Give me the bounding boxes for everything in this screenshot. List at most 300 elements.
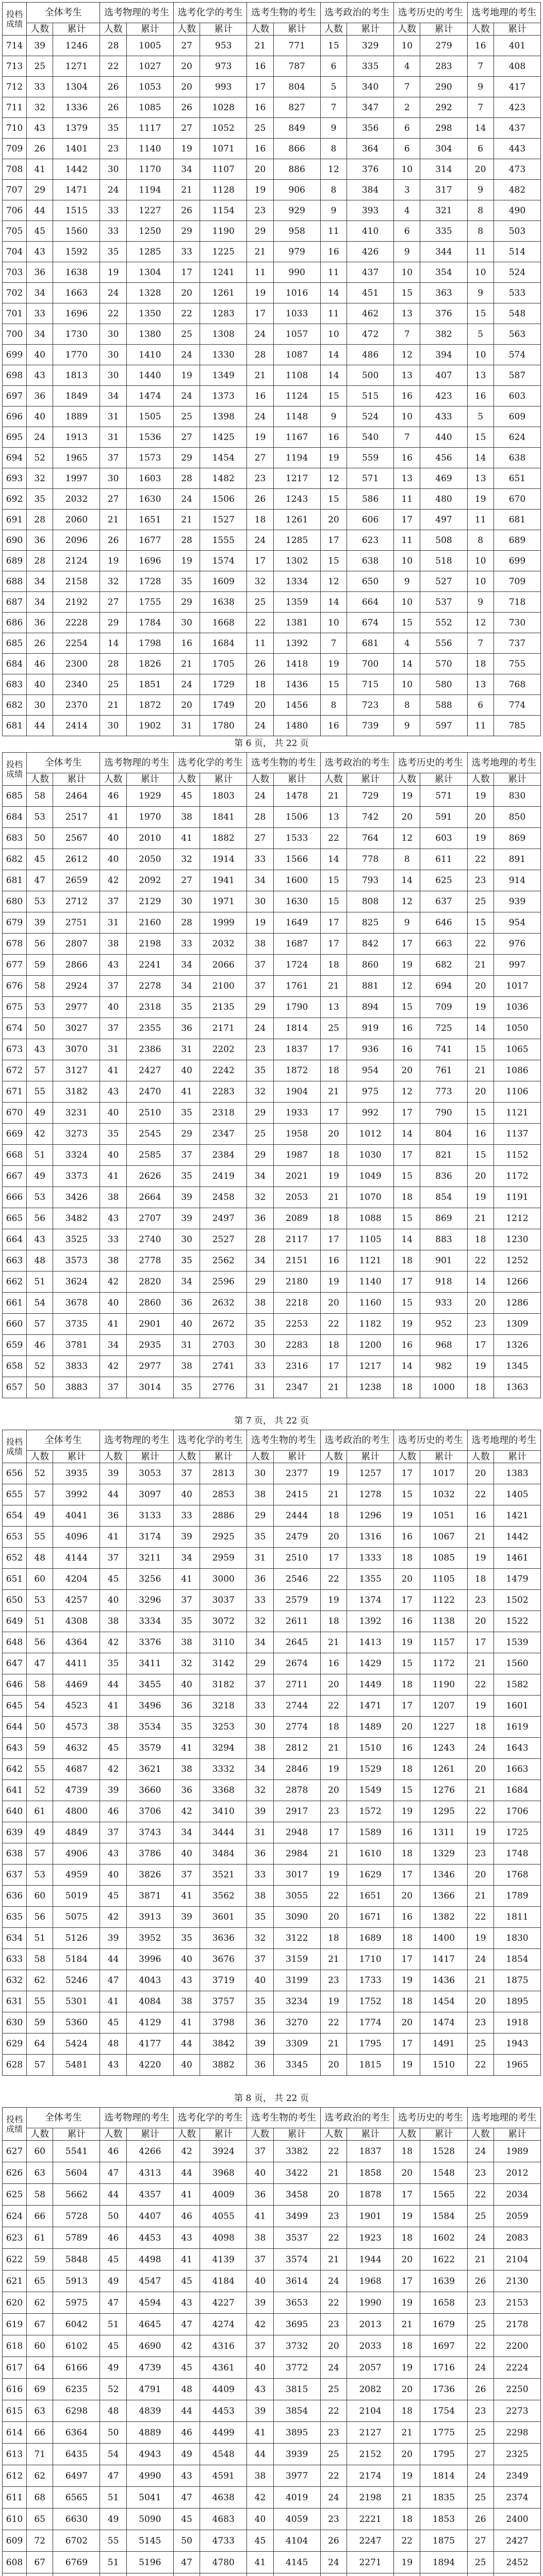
count-cell: 3	[394, 180, 420, 200]
count-cell: 21	[173, 180, 200, 200]
cumulative-cell: 1085	[126, 97, 173, 118]
cumulative-cell: 1968	[347, 2270, 394, 2292]
table-row	[3, 2400, 541, 2422]
cumulative-cell: 1728	[126, 571, 173, 592]
cumulative-cell: 2917	[273, 1801, 320, 1822]
cumulative-cell: 2419	[200, 1166, 247, 1187]
table-row	[3, 365, 541, 386]
header-count: 人数	[26, 773, 53, 786]
page-footer-3: 第 8 页， 共 22 页	[234, 2093, 309, 2104]
cumulative-cell: 933	[420, 1293, 467, 1314]
cumulative-cell: 4009	[200, 2184, 247, 2206]
count-cell: 20	[320, 2184, 347, 2206]
cumulative-cell: 1359	[273, 592, 320, 613]
count-cell: 19	[320, 1865, 347, 1886]
cumulative-cell: 4043	[126, 1970, 173, 1991]
count-cell: 32	[173, 1653, 200, 1674]
count-cell: 17	[467, 1632, 493, 1653]
header-group-politics: 选考政治的考生	[320, 2108, 393, 2128]
cumulative-cell: 2778	[126, 1250, 173, 1272]
count-cell: 18	[394, 2335, 420, 2357]
cumulative-cell: 2776	[200, 1377, 247, 1398]
count-cell: 16	[394, 1335, 420, 1356]
cumulative-cell: 1355	[347, 1569, 394, 1590]
count-cell	[100, 2573, 126, 2576]
cumulative-cell: 1017	[420, 1463, 467, 1484]
cumulative-cell: 1872	[126, 695, 173, 716]
count-cell: 33	[100, 221, 126, 242]
count-cell: 19	[394, 2465, 420, 2487]
count-cell: 38	[173, 1632, 200, 1653]
cumulative-cell: 663	[420, 934, 467, 955]
count-cell: 21	[320, 786, 347, 807]
cumulative-cell: 2846	[273, 1759, 320, 1780]
cumulative-cell: 394	[420, 345, 467, 365]
count-cell: 15	[320, 36, 347, 56]
cumulative-cell: 1775	[420, 2422, 467, 2444]
cumulative-cell: 1105	[420, 1569, 467, 1590]
cumulative-cell: 1638	[53, 262, 100, 283]
count-cell: 60	[26, 2335, 53, 2357]
cumulative-cell: 1053	[126, 77, 173, 97]
cumulative-cell: 4409	[200, 2379, 247, 2400]
cumulative-cell: 1780	[200, 716, 247, 736]
cumulative-cell: 4453	[126, 2227, 173, 2249]
cumulative-cell: 650	[347, 571, 394, 592]
table-header	[3, 2108, 541, 2141]
cumulative-cell: 1261	[420, 1759, 467, 1780]
cumulative-cell: 939	[493, 891, 540, 912]
cumulative-cell: 2744	[273, 1696, 320, 1717]
cumulative-cell: 1085	[420, 1548, 467, 1569]
count-cell: 40	[173, 1674, 200, 1696]
header-group-politics: 选考政治的考生	[320, 753, 393, 773]
count-cell: 36	[173, 1293, 200, 1314]
count-cell: 23	[467, 2012, 493, 2033]
count-cell: 16	[394, 1907, 420, 1928]
cumulative-cell: 4274	[200, 2314, 247, 2335]
count-cell: 15	[467, 1103, 493, 1124]
cumulative-cell: 1346	[420, 1865, 467, 1886]
count-cell: 41	[173, 2249, 200, 2270]
count-cell: 22	[173, 303, 200, 324]
cumulative-cell: 1330	[200, 345, 247, 365]
count-cell: 38	[100, 1717, 126, 1738]
count-cell: 6	[394, 139, 420, 159]
cumulative-cell: 804	[273, 77, 320, 97]
count-cell: 32	[247, 1780, 273, 1801]
cumulative-cell: 4683	[200, 2509, 247, 2530]
count-cell: 41	[173, 1569, 200, 1590]
count-cell: 19	[100, 262, 126, 283]
cumulative-cell: 1941	[200, 870, 247, 891]
cumulative-cell: 6435	[53, 2444, 100, 2465]
header-group-geography: 选考地理的考生	[467, 1430, 540, 1451]
score-cell: 693	[3, 468, 27, 489]
cumulative-cell: 1212	[493, 1208, 540, 1229]
cumulative-cell: 2386	[126, 1039, 173, 1060]
count-cell: 15	[394, 997, 420, 1018]
table-row	[3, 2552, 541, 2573]
count-cell: 19	[394, 1970, 420, 1991]
score-cell: 620	[3, 2292, 27, 2314]
table-row	[3, 1717, 541, 1738]
cumulative-cell: 1405	[493, 1484, 540, 1505]
cumulative-cell: 1600	[273, 870, 320, 891]
cumulative-cell: 906	[273, 180, 320, 200]
count-cell: 26	[320, 2530, 347, 2552]
cumulative-cell: 1643	[493, 1738, 540, 1759]
cumulative-cell: 2271	[347, 2552, 394, 2573]
cumulative-cell: 2325	[493, 2444, 540, 2465]
count-cell: 65	[26, 2509, 53, 2530]
count-cell: 24	[173, 345, 200, 365]
count-cell: 48	[26, 1548, 53, 1569]
table-row	[3, 633, 541, 654]
count-cell: 15	[394, 1653, 420, 1674]
cumulative-cell: 490	[493, 200, 540, 221]
count-cell: 36	[247, 1569, 273, 1590]
cumulative-cell: 3854	[273, 2400, 320, 2422]
cumulative-cell: 1480	[273, 716, 320, 736]
cumulative-cell: 778	[347, 849, 394, 870]
count-cell: 7	[394, 77, 420, 97]
table-row	[3, 828, 541, 849]
count-cell: 21	[320, 1949, 347, 1970]
score-cell: 652	[3, 1548, 27, 1569]
count-cell: 36	[173, 1696, 200, 1717]
cumulative-cell: 771	[273, 36, 320, 56]
count-cell: 16	[394, 1611, 420, 1632]
count-cell: 43	[173, 2292, 200, 2314]
header-count: 人数	[394, 2128, 420, 2141]
cumulative-cell: 3234	[273, 1991, 320, 2012]
count-cell: 28	[100, 36, 126, 56]
count-cell: 37	[173, 1145, 200, 1166]
count-cell: 20	[467, 1865, 493, 1886]
count-cell: 27	[173, 118, 200, 139]
count-cell: 55	[26, 1991, 53, 2012]
count-cell: 24	[173, 674, 200, 695]
cumulative-cell: 1971	[200, 891, 247, 912]
score-cell: 708	[3, 159, 27, 180]
count-cell: 21	[320, 2033, 347, 2055]
cumulative-cell: 1835	[420, 2487, 467, 2509]
count-cell: 49	[173, 2444, 200, 2465]
cumulative-cell: 1017	[493, 976, 540, 997]
cumulative-cell: 4839	[126, 2400, 173, 2422]
table-row	[3, 1272, 541, 1293]
header-count: 人数	[320, 2128, 347, 2141]
score-cell: 617	[3, 2357, 27, 2379]
score-cell: 687	[3, 592, 27, 613]
cumulative-cell: 4145	[273, 2552, 320, 2573]
cumulative-cell: 2127	[347, 2422, 394, 2444]
cumulative-cell: 3122	[273, 1928, 320, 1949]
count-cell: 25	[247, 118, 273, 139]
count-cell: 41	[173, 1081, 200, 1103]
cumulative-cell: 700	[347, 654, 394, 674]
count-cell: 39	[247, 1801, 273, 1822]
count-cell: 21	[467, 1527, 493, 1548]
count-cell: 39	[247, 2033, 273, 2055]
count-cell: 58	[26, 976, 53, 997]
cumulative-cell: 1474	[126, 386, 173, 406]
header-total: 累计	[126, 2128, 173, 2141]
count-cell: 52	[26, 448, 53, 468]
cumulative-cell: 1997	[53, 468, 100, 489]
count-cell: 29	[173, 592, 200, 613]
cumulative-cell: 548	[493, 303, 540, 324]
score-cell: 611	[3, 2487, 27, 2509]
count-cell: 23	[320, 1970, 347, 1991]
header-group-all: 全体考生	[26, 2108, 100, 2128]
count-cell: 37	[100, 1018, 126, 1039]
count-cell: 56	[26, 934, 53, 955]
count-cell: 24	[320, 2270, 347, 2292]
cumulative-cell: 1105	[347, 1229, 394, 1250]
cumulative-cell: 1373	[200, 386, 247, 406]
cumulative-cell: 1329	[420, 1843, 467, 1865]
cumulative-cell: 4469	[53, 1674, 100, 1696]
count-cell: 9	[467, 283, 493, 303]
table-row	[3, 1696, 541, 1717]
cumulative-cell: 4257	[53, 1590, 100, 1611]
cumulative-cell: 1815	[347, 2055, 394, 2076]
cumulative-cell: 1238	[347, 1377, 394, 1398]
table-row	[3, 1865, 541, 1886]
count-cell: 17	[394, 2270, 420, 2292]
cumulative-cell: 3895	[273, 2422, 320, 2444]
cumulative-cell: 3482	[53, 1208, 100, 1229]
count-cell: 42	[173, 1801, 200, 1822]
cumulative-cell: 4591	[200, 2465, 247, 2487]
cumulative-cell: 2878	[273, 1780, 320, 1801]
score-cell: 648	[3, 1632, 27, 1653]
count-cell: 22	[467, 1674, 493, 1696]
count-cell: 14	[467, 1272, 493, 1293]
cumulative-cell: 2202	[200, 1039, 247, 1060]
score-cell: 634	[3, 1928, 27, 1949]
count-cell: 24	[467, 2465, 493, 2487]
count-cell: 39	[173, 1187, 200, 1208]
count-cell: 55	[26, 1527, 53, 1548]
count-cell: 24	[467, 2227, 493, 2249]
cumulative-cell: 3127	[53, 1060, 100, 1081]
header-group-all: 全体考生	[26, 3, 100, 23]
cumulative-cell: 3496	[126, 1696, 173, 1717]
count-cell: 59	[26, 2012, 53, 2033]
count-cell: 21	[173, 510, 200, 530]
count-cell: 35	[247, 1907, 273, 1928]
count-cell: 18	[394, 1759, 420, 1780]
count-cell: 24	[467, 2357, 493, 2379]
score-cell: 714	[3, 36, 27, 56]
cumulative-cell: 1878	[347, 2184, 394, 2206]
count-cell: 21	[467, 1780, 493, 1801]
count-cell: 42	[26, 1124, 53, 1145]
cumulative-cell: 1663	[493, 1759, 540, 1780]
table-row	[3, 551, 541, 571]
table-row	[3, 345, 541, 365]
cumulative-cell: 6630	[53, 2509, 100, 2530]
cumulative-cell: 2612	[53, 849, 100, 870]
cumulative-cell: 1837	[273, 1039, 320, 1060]
cumulative-cell: 1333	[347, 1548, 394, 1569]
cumulative-cell: 709	[493, 571, 540, 592]
cumulative-cell: 6565	[53, 2487, 100, 2509]
count-cell: 41	[173, 2184, 200, 2206]
cumulative-cell: 4411	[53, 1653, 100, 1674]
score-cell: 662	[3, 1272, 27, 1293]
table-row	[3, 468, 541, 489]
table-row	[3, 571, 541, 592]
cumulative-cell: 1639	[420, 2270, 467, 2292]
count-cell: 9	[394, 242, 420, 262]
header-count: 人数	[467, 773, 493, 786]
cumulative-cell: 2130	[493, 2270, 540, 2292]
count-cell: 37	[247, 976, 273, 997]
count-cell: 35	[100, 242, 126, 262]
header-count: 人数	[26, 2128, 53, 2141]
cumulative-cell: 4096	[53, 1527, 100, 1548]
cumulative-cell: 973	[200, 56, 247, 77]
count-cell: 53	[26, 1590, 53, 1611]
header-group-physics: 选考物理的考生	[100, 1430, 173, 1451]
cumulative-cell: 5662	[53, 2184, 100, 2206]
cumulative-cell: 1241	[200, 262, 247, 283]
count-cell: 21	[173, 654, 200, 674]
cumulative-cell: 2427	[493, 2530, 540, 2552]
score-cell: 684	[3, 654, 27, 674]
count-cell: 9	[467, 180, 493, 200]
count-cell: 57	[26, 1484, 53, 1505]
count-cell: 47	[100, 2162, 126, 2184]
count-cell: 8	[320, 139, 347, 159]
cumulative-cell: 1536	[126, 427, 173, 448]
count-cell: 24	[247, 716, 273, 736]
count-cell: 7	[320, 97, 347, 118]
cumulative-cell: 2160	[126, 912, 173, 934]
count-cell: 19	[394, 1505, 420, 1527]
cumulative-cell: 4041	[53, 1505, 100, 1527]
count-cell: 26	[100, 97, 126, 118]
cumulative-cell: 1349	[200, 365, 247, 386]
count-cell: 22	[320, 2400, 347, 2422]
cumulative-cell: 1560	[53, 221, 100, 242]
count-cell: 36	[247, 1843, 273, 1865]
count-cell: 37	[247, 2249, 273, 2270]
score-cell: 627	[3, 2141, 27, 2162]
count-cell: 19	[467, 1187, 493, 1208]
cumulative-cell: 1138	[420, 1611, 467, 1632]
cumulative-cell: 1663	[53, 283, 100, 303]
page-footer-1: 第 6 页， 共 22 页	[234, 738, 309, 749]
count-cell: 41	[100, 1060, 126, 1081]
cumulative-cell: 298	[420, 118, 467, 139]
count-cell: 26	[100, 77, 126, 97]
count-cell: 22	[320, 1696, 347, 1717]
header-group-biology: 选考生物的考生	[247, 753, 320, 773]
score-cell: 713	[3, 56, 27, 77]
count-cell: 40	[173, 1314, 200, 1335]
count-cell: 23	[320, 2422, 347, 2444]
count-cell: 52	[26, 1463, 53, 1484]
count-cell: 5	[467, 324, 493, 345]
cumulative-cell: 1736	[420, 2379, 467, 2400]
count-cell: 21	[247, 36, 273, 56]
count-cell: 35	[247, 1314, 273, 1335]
count-cell: 45	[100, 1738, 126, 1759]
cumulative-cell: 3455	[126, 1674, 173, 1696]
cumulative-cell: 709	[420, 997, 467, 1018]
cumulative-cell: 3309	[273, 2033, 320, 2055]
cumulative-cell: 919	[347, 1018, 394, 1039]
count-cell: 40	[100, 849, 126, 870]
header-total: 累计	[420, 773, 467, 786]
count-cell: 22	[394, 2530, 420, 2552]
count-cell: 10	[467, 345, 493, 365]
cumulative-cell: 1474	[420, 2012, 467, 2033]
count-cell: 32	[247, 1187, 273, 1208]
table-row	[3, 530, 541, 551]
cumulative-cell: 682	[420, 955, 467, 976]
count-cell: 12	[320, 571, 347, 592]
header-count: 人数	[173, 23, 200, 36]
count-cell: 15	[320, 489, 347, 510]
cumulative-cell: 1246	[53, 36, 100, 56]
cumulative-cell: 773	[420, 1081, 467, 1103]
table-body-2	[3, 786, 541, 1398]
cumulative-cell	[273, 2573, 320, 2576]
count-cell: 33	[247, 1590, 273, 1611]
count-cell: 59	[26, 955, 53, 976]
cumulative-cell: 3537	[273, 2227, 320, 2249]
count-cell: 20	[467, 1611, 493, 1632]
count-cell: 24	[467, 2141, 493, 2162]
cumulative-cell: 694	[420, 976, 467, 997]
cumulative-cell: 1027	[126, 56, 173, 77]
count-cell: 20	[320, 1780, 347, 1801]
cumulative-cell: 1383	[493, 1463, 540, 1484]
count-cell: 11	[320, 303, 347, 324]
cumulative-cell: 3871	[126, 1886, 173, 1907]
table-body-1	[3, 36, 541, 736]
cumulative-cell: 3097	[126, 1484, 173, 1505]
count-cell: 23	[467, 2162, 493, 2184]
count-cell: 20	[394, 1717, 420, 1738]
count-cell: 32	[100, 571, 126, 592]
cumulative-cell: 3411	[126, 1653, 173, 1674]
score-cell: 635	[3, 1907, 27, 1928]
cumulative-cell: 4019	[273, 2487, 320, 2509]
cumulative-cell: 3660	[126, 1780, 173, 1801]
table-row	[3, 976, 541, 997]
count-cell: 23	[247, 468, 273, 489]
cumulative-cell: 625	[420, 870, 467, 891]
cumulative-cell: 2059	[493, 2206, 540, 2227]
cumulative-cell: 4733	[200, 2530, 247, 2552]
count-cell: 30	[100, 716, 126, 736]
cumulative-cell: 3574	[273, 2249, 320, 2270]
cumulative-cell: 793	[347, 870, 394, 891]
count-cell: 19	[467, 1696, 493, 1717]
count-cell: 54	[26, 1696, 53, 1717]
count-cell: 17	[247, 77, 273, 97]
cumulative-cell: 2178	[493, 2314, 540, 2335]
cumulative-cell: 3037	[200, 1590, 247, 1611]
cumulative-cell: 1190	[200, 221, 247, 242]
